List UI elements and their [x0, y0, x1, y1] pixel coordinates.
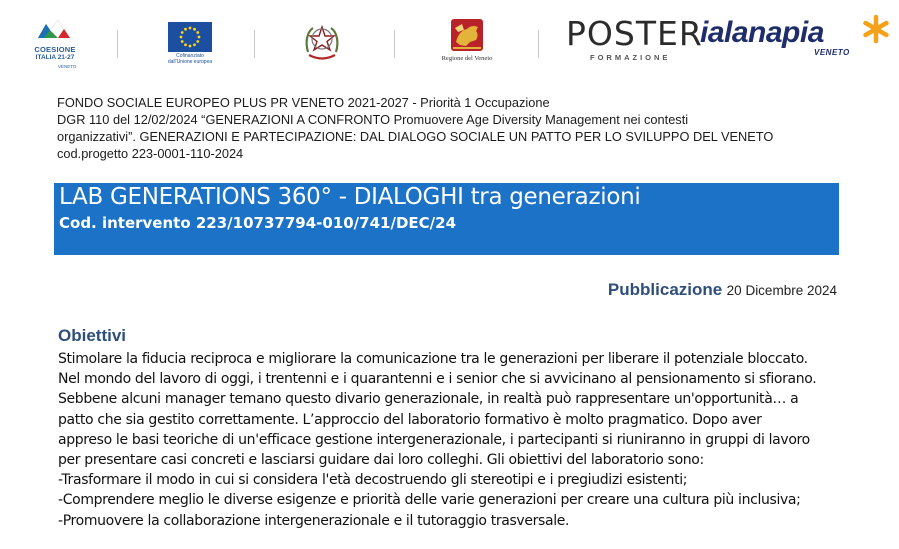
asterisk-star-icon: [861, 14, 891, 44]
coesione-text: COESIONE: [34, 45, 76, 54]
regione-veneto-logo: [436, 18, 498, 68]
ialanapia-subtitle: VENETO: [814, 48, 850, 57]
emblem-of-italy-icon: [303, 22, 341, 64]
body-line: Nel mondo del lavoro di oggi, i trentenni e i quarantenni e i senior che si avvicinano al pensionamento si sfiorano.: [58, 371, 817, 388]
body-line: -Promuovere la collaborazione intergenerazionale e il tutoraggio trasversale.: [58, 512, 570, 529]
title-banner: [54, 183, 839, 255]
poster-subtitle: FORMAZIONE: [590, 53, 671, 62]
header-line: organizzativi”. GENERAZIONI E PARTECIPAZIONE: DAL DIALOGO SOCIALE UN PATTO PER LO SVILUPPO DEL VENETO: [57, 129, 774, 144]
logo-separator: [117, 30, 118, 58]
intervention-code: Cod. intervento 223/10737794-010/741/DEC/24: [59, 214, 457, 232]
publication-info: [608, 280, 837, 300]
header-line: DGR 110 del 12/02/2024 “GENERAZIONI A CONFRONTO Promuovere Age Diversity Management nei contesti: [57, 112, 689, 127]
body-line: -Comprendere meglio le diverse esigenze e priorità delle varie generazioni per creare una cultura più inclusiva;: [58, 492, 801, 509]
header-line: FONDO SOCIALE EUROPEO PLUS PR VENETO 2021-2027 - Priorità 1 Occupazione: [57, 95, 550, 110]
logo-separator: [254, 30, 255, 58]
logo-separator: [394, 30, 395, 58]
poster-formazione-logo: [566, 14, 703, 64]
logo-bar: [0, 0, 899, 80]
coesione-italia-logo: [28, 14, 82, 70]
body-line: appreso le basi teoriche di un'efficace gestione intergenerazionale, i partecipanti si riuniranno in gruppi di lavoro: [58, 431, 810, 448]
publication-label: Pubblicazione: [607, 280, 723, 299]
body-line: per presentare casi concreti e lasciarsi guidare dai loro colleghi. Gli obiettivi del laboratorio sono:: [58, 452, 704, 469]
italian-republic-emblem: [303, 22, 341, 64]
body-line: Stimolare la fiducia reciproca e migliorare la comunicazione tra le generazioni per liberare il potenziale bloccato.: [58, 351, 808, 367]
body-line: -Trasformare il modo in cui si considera l'età decostruendo gli stereotipi e i pregiudizi esistenti;: [58, 472, 688, 489]
logo-separator: [538, 30, 539, 58]
coesione-subtext: ITALIA 21-27: [35, 54, 75, 61]
poster-wordmark: POSTER: [566, 14, 703, 53]
course-title: LAB GENERATIONS 360° - DIALOGHI tra generazioni: [59, 184, 641, 210]
ialanapia-wordmark: ialanapia: [700, 16, 824, 49]
project-header: [57, 94, 847, 162]
coesione-flag-icon: [36, 18, 72, 40]
eu-cofinanced-logo: [160, 22, 220, 70]
eu-caption: Cofinanziato dall'Unione europea: [167, 53, 213, 65]
ialanapia-logo: [700, 12, 895, 68]
body-line: patto che sia gestito correttamente. L’approccio del laboratorio formativo è molto pragmatico. Dopo aver: [58, 411, 762, 428]
objectives-body: [58, 349, 848, 531]
coesione-region: VENETO: [58, 64, 77, 69]
lion-of-st-mark-icon: [450, 18, 484, 52]
objectives-heading: Obiettivi: [58, 326, 127, 345]
body-line: Sebbene alcuni manager temano questo divario generazionale, in realtà può rappresentare un'opportunità… a: [58, 391, 799, 408]
publication-date: 20 Dicembre 2024: [726, 283, 837, 298]
eu-flag-icon: [168, 22, 212, 52]
header-line: cod.progetto 223-0001-110-2024: [57, 146, 244, 161]
regione-caption: Regione del Veneto: [441, 55, 493, 62]
